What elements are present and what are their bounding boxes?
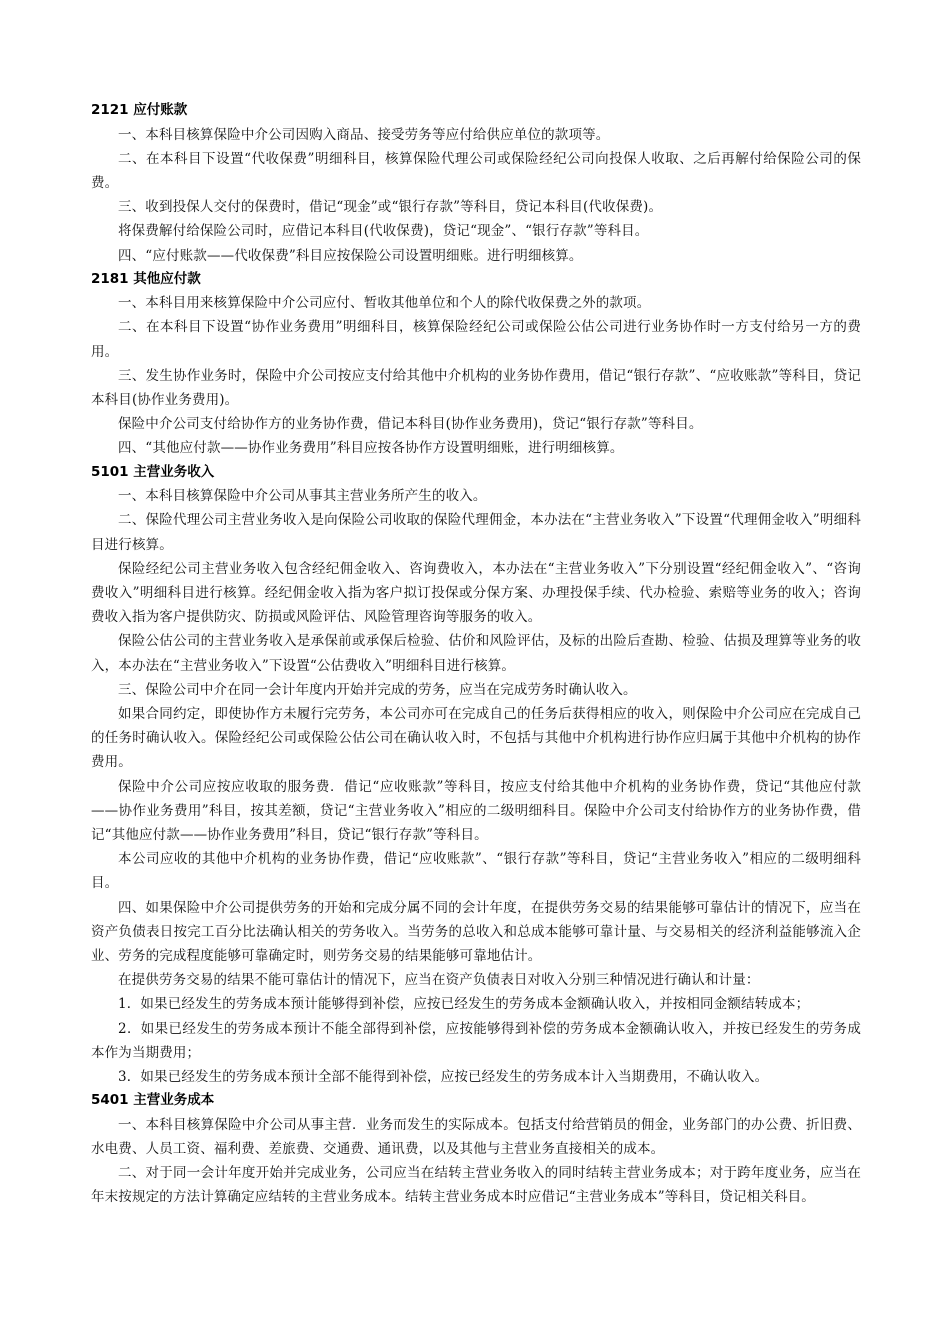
paragraph: 一、本科目核算保险中介公司从事其主营业务所产生的收入。 (118, 488, 487, 505)
paragraph: 二、对于同一会计年度开始并完成业务，公司应当在结转主营业务收入的同时结转主营业务成本；对于跨年度业务，应当在年末按规定的方法计算确定应结转的主营业务成本。结转主营业务成本时应借记“主营业务成本”等科目，贷记相关科目。 (91, 1165, 861, 1206)
paragraph: 三、保险公司中介在同一会计年度内开始并完成的劳务，应当在完成劳务时确认收入。 (118, 681, 637, 698)
list-item: 3．如果已经发生的劳务成本预计全部不能得到补偿，应按已经发生的劳务成本计入当期费用，不确认收入。 (118, 1069, 769, 1086)
paragraph: 三、发生协作业务时，保险中介公司按应支付给其他中介机构的业务协作费用，借记“银行存款”、“应收账款”等科目，贷记本科目(协作业务费用)。 (91, 367, 861, 409)
paragraph: 保险中介公司支付给协作方的业务协作费，借记本科目(协作业务费用)，贷记“银行存款”等科目。 (118, 416, 703, 433)
section-heading: 5101 主营业务收入 (91, 463, 215, 480)
paragraph: 四、“应付账款——代收保费”科目应按保险公司设置明细账。进行明细核算。 (118, 247, 583, 264)
paragraph: 二、在本科目下设置“协作业务费用”明细科目，核算保险经纪公司或保险公估公司进行业务协作时一方支付给另一方的费用。 (91, 319, 861, 360)
paragraph: 保险经纪公司主营业务收入包含经纪佣金收入、咨询费收入，本办法在“主营业务收入”下分别设置“经纪佣金收入”、“咨询费收入”明细科目进行核算。经纪佣金收入指为客户拟订投保或分保方案、办理投保手续、代办检验、索赔等业务的收入；咨询费收入指为客户提供防灾、防损或风险评估、风险管理咨询等服务的收入。 (91, 560, 861, 626)
section-heading: 2181 其他应付款 (91, 270, 201, 287)
paragraph: 四、“其他应付款——协作业务费用”科目应按各协作方设置明细账，进行明细核算。 (118, 440, 624, 457)
paragraph: 二、保险代理公司主营业务收入是向保险公司收取的保险代理佣金，本办法在“主营业务收入”下设置“代理佣金收入”明细科目进行核算。 (91, 512, 861, 553)
paragraph: 四、如果保险中介公司提供劳务的开始和完成分属不同的会计年度，在提供劳务交易的结果能够可靠估计的情况下，应当在资产负债表日按完工百分比法确认相关的劳务收入。当劳务的总收入和总成本能够可靠计量、与交易相关的经济利益能够流入企业、劳务的完成程度能够可靠确定时，则劳务交易的结果能够可靠地估计。 (91, 899, 861, 964)
paragraph: 二、在本科目下设置“代收保费”明细科目，核算保险代理公司或保险经纪公司向投保人收取、之后再解付给保险公司的保费。 (91, 150, 861, 191)
section-5101 (91, 461, 861, 1090)
section-5401 (91, 1089, 861, 1209)
paragraph: 保险中介公司应按应收取的服务费．借记“应收账款”等科目，按应支付给其他中介机构的业务协作费，贷记“其他应付款——协作业务费用”科目，按其差额，贷记“主营业务收入”相应的二级明细科目。保险中介公司支付给协作方的业务协作费，借记“其他应付款——协作业务费用”科目，贷记“银行存款”等科目。 (91, 778, 861, 843)
paragraph: 三、收到投保人交付的保费时，借记“现金”或“银行存款”等科目，贷记本科目(代收保费)。 (118, 199, 663, 216)
paragraph: 在提供劳务交易的结果不能可靠估计的情况下，应当在资产负债表日对收入分别三种情况进行确认和计量： (118, 972, 760, 989)
list-item: 1．如果已经发生的劳务成本预计能够得到补偿，应按已经发生的劳务成本金额确认收入，并按相同金额结转成本； (118, 996, 810, 1013)
section-2121 (91, 99, 861, 268)
paragraph: 本公司应收的其他中介机构的业务协作费，借记“应收账款”、“银行存款”等科目，贷记“主营业务收入”相应的二级明细科目。 (91, 851, 861, 892)
paragraph: 如果合同约定，即使协作方未履行完劳务，本公司亦可在完成自己的任务后获得相应的收入，则保险中介公司应在完成自己的任务时确认收入。保险经纪公司或保险公估公司在确认收入时，不包括与其他中介机构进行协作应归属于其他中介机构的协作费用。 (91, 705, 861, 771)
section-heading: 2121 应付账款 (91, 102, 188, 118)
section-2181 (91, 268, 861, 461)
list-item: 2．如果已经发生的劳务成本预计不能全部得到补偿，应按能够得到补偿的劳务成本金额确认收入，并按已经发生的劳务成本作为当期费用； (91, 1020, 861, 1061)
paragraph: 一、本科目用来核算保险中介公司应付、暂收其他单位和个人的除代收保费之外的款项。 (118, 295, 651, 312)
paragraph: 一、本科目核算保险中介公司因购入商品、接受劳务等应付给供应单位的款项等。 (118, 126, 610, 143)
document-content (91, 99, 861, 1210)
paragraph: 将保费解付给保险公司时，应借记本科目(代收保费)，贷记“现金”、“银行存款”等科目。 (118, 223, 649, 240)
paragraph: 一、本科目核算保险中介公司从事主营．业务而发生的实际成本。包括支付给营销员的佣金，业务部门的办公费、折旧费、水电费、人员工资、福利费、差旅费、交通费、通讯费，以及其他与主营业务直接相关的成本。 (91, 1116, 861, 1157)
section-heading: 5401 主营业务成本 (91, 1092, 215, 1109)
paragraph: 保险公估公司的主营业务收入是承保前或承保后检验、估价和风险评估，及标的出险后查勘、检验、估损及理算等业务的收入，本办法在“主营业务收入”下设置“公估费收入”明细科目进行核算。 (91, 633, 861, 674)
